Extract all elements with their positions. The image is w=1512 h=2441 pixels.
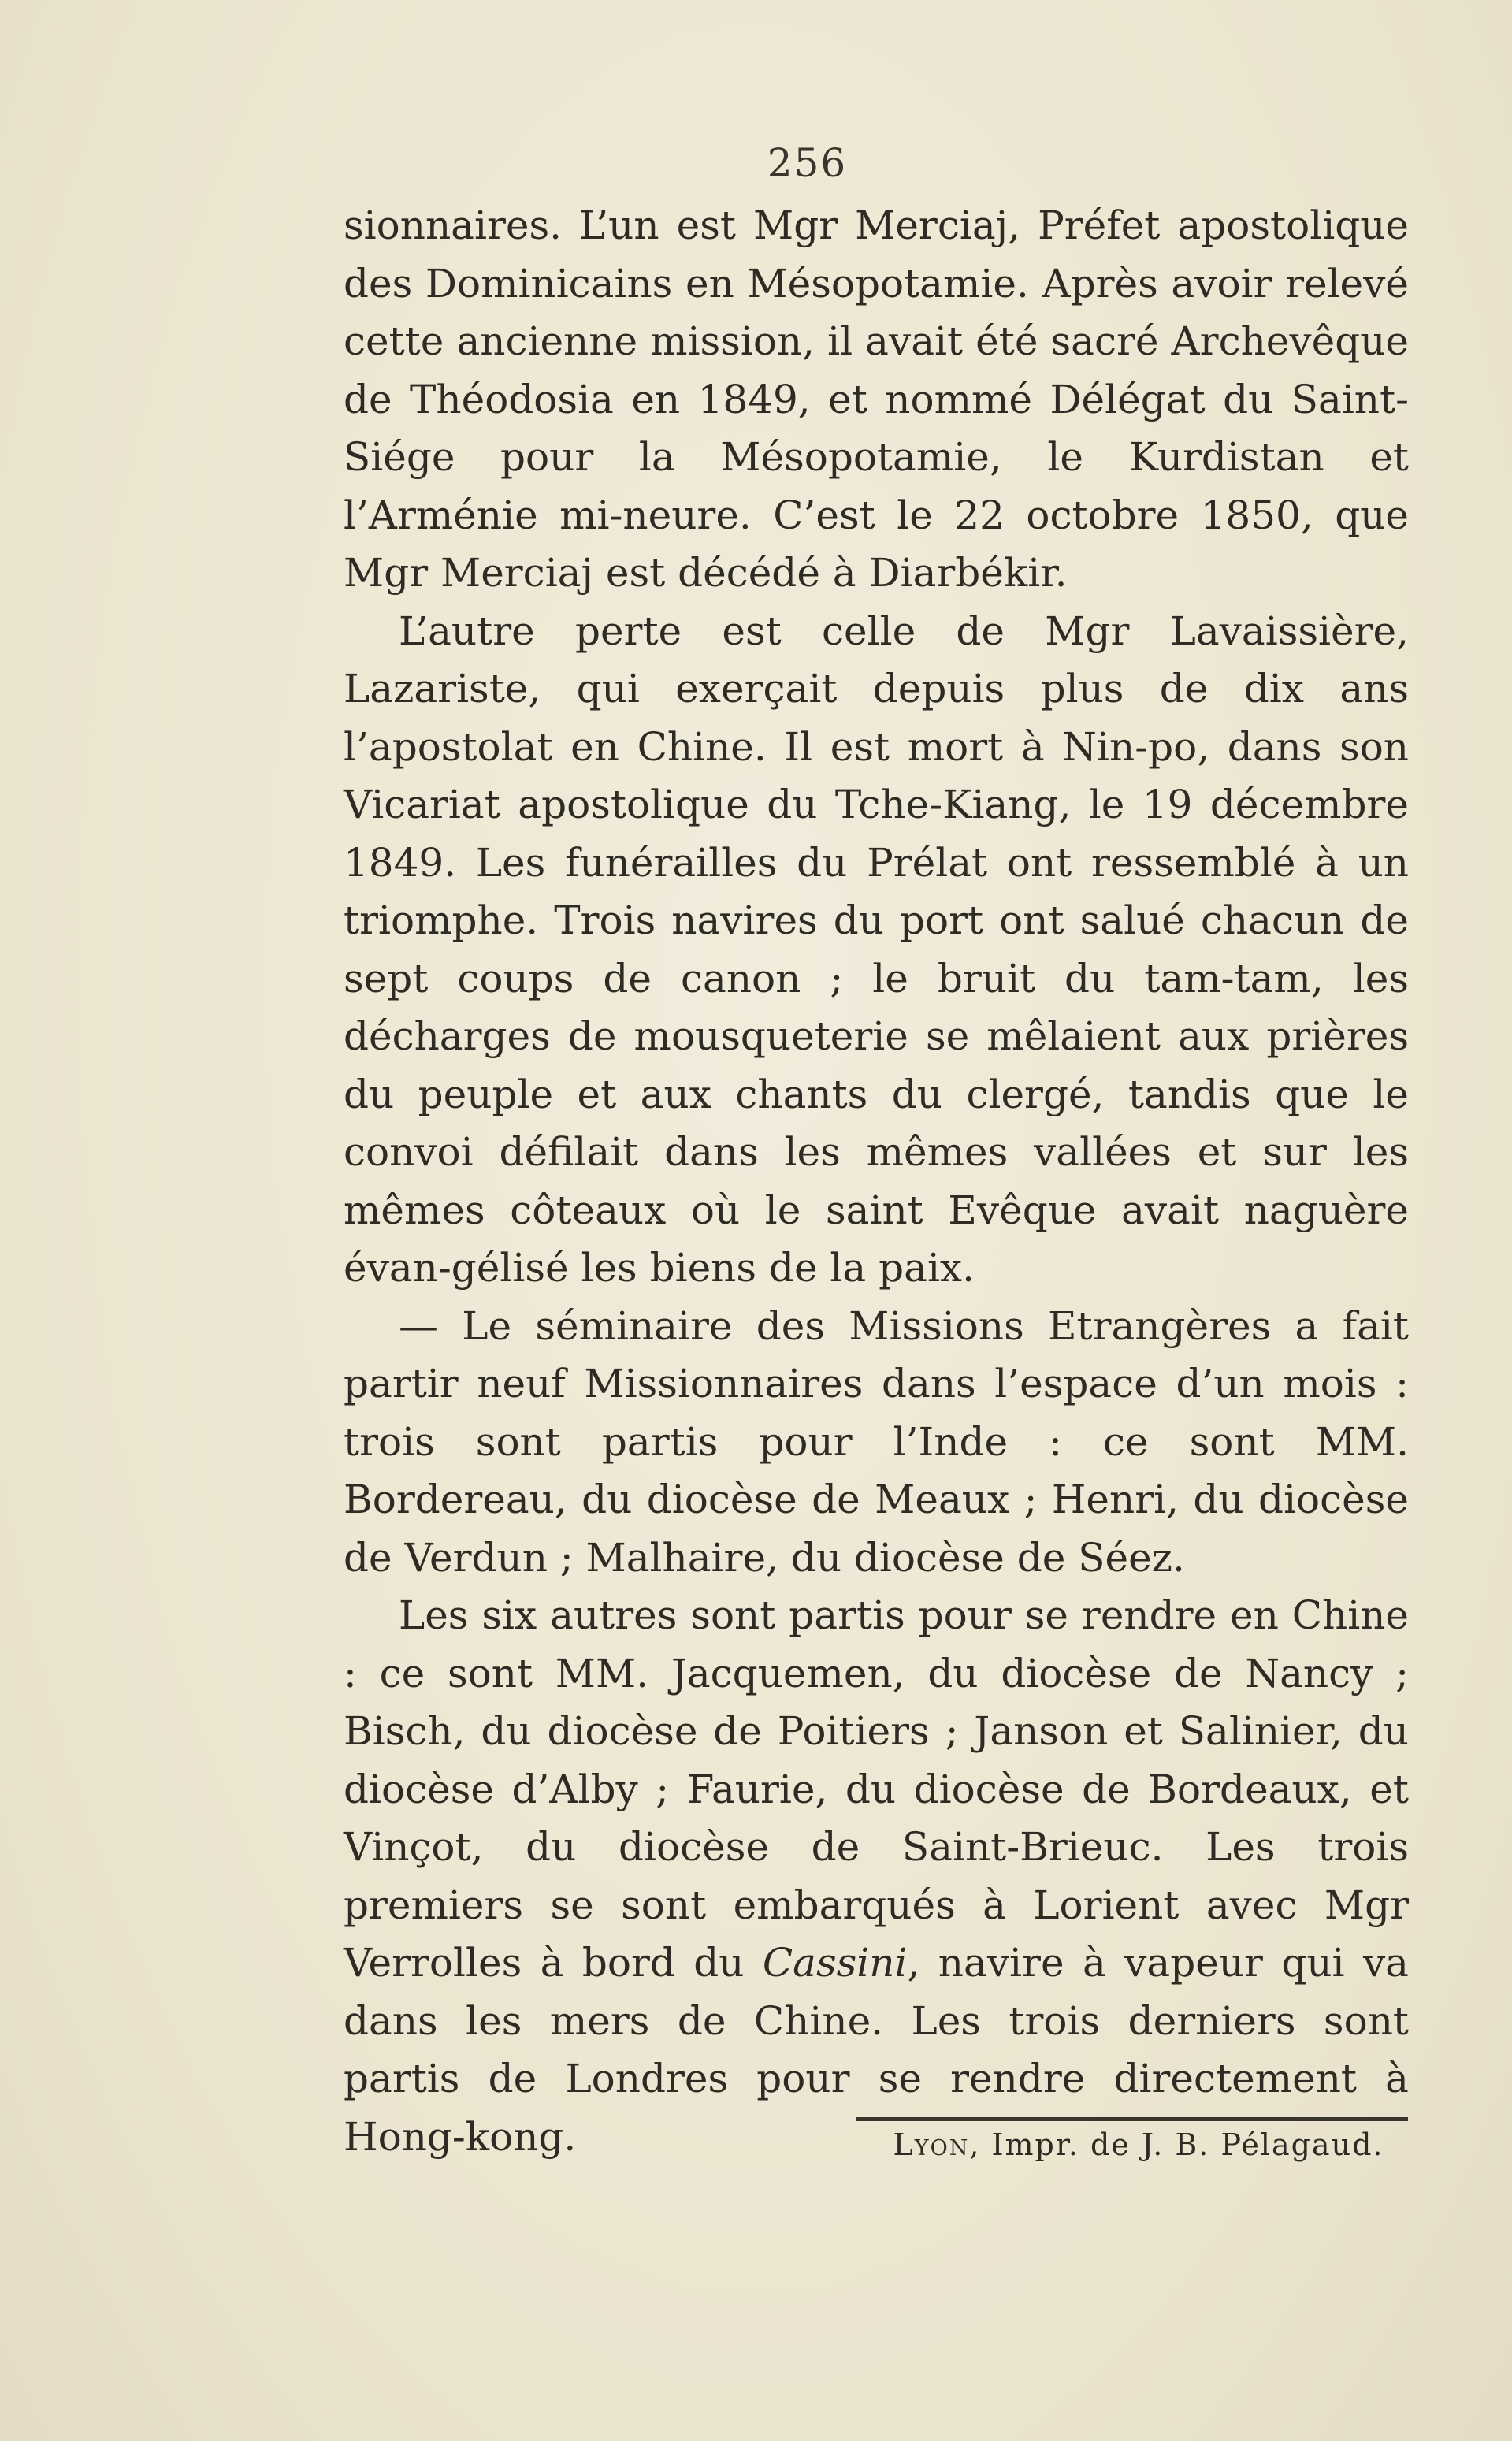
- paragraph-3: — Le séminaire des Missions Etrangères a fait partir neuf Missionnaires dans l’espace d’un mois : trois sont partis pour l’Inde : ce sont MM. Bordereau, du diocèse de Meaux ; Henri, du diocèse de Verdun ; Malhaire, du diocèse de Séez.: [344, 1302, 1409, 1581]
- page-number: 256: [767, 140, 848, 186]
- paragraph-2: L’autre perte est celle de Mgr Lavaissière, Lazariste, qui exerçait depuis plus de dix ans l’apostolat en Chine. Il est mort à Nin-po, dans son Vicariat apostolique du Tche-Kiang, le 19 décembre 1849. Les funérailles du Prélat ont ressemblé à un triomphe. Trois navires du port ont salué chacun de sept coups de canon ; le bruit du tam-tam, les décharges de mousqueterie se mêlaient aux prières du peuple et aux chants du clergé, tandis que le convoi défilait dans les mêmes vallées et sur les mêmes côteaux où le saint Evêque avait naguère évan-gélisé les biens de la paix.: [344, 607, 1409, 1291]
- imprint-rest: , Impr. de J. B. Pélagaud.: [969, 2127, 1384, 2162]
- paragraph-4-part-2: , navire à vapeur qui va dans les mers de Chine. Les trois derniers sont partis de Londres pour se rendre directement à Hong-kong.: [344, 1940, 1409, 2160]
- paragraph-4-part-1: Les six autres sont partis pour se rendre en Chine : ce sont MM. Jacquemen, du diocèse de Nancy ; Bisch, du diocèse de Poitiers ; Janson et Salinier, du diocèse d’Alby ; Faurie, du diocèse de Bordeaux, et Vinçot, du diocèse de Saint-Brieuc. Les trois premiers se sont embarqués à Lorient avec Mgr Verrolles à bord du: [344, 1592, 1409, 1986]
- paragraph-4: [344, 1587, 1409, 2166]
- ship-name: Cassini: [762, 1940, 908, 1986]
- printer-imprint: [867, 2127, 1410, 2162]
- imprint-city: Lyon: [893, 2127, 970, 2162]
- body-text: [344, 197, 1409, 2166]
- paragraph-1: sionnaires. L’un est Mgr Merciaj, Préfet apostolique des Dominicains en Mésopotamie. Après avoir relevé cette ancienne mission, il avait été sacré Archevêque de Théodosia en 1849, et nommé Délégat du Saint-Siége pour la Mésopotamie, le Kurdistan et l’Arménie mi-neure. C’est le 22 octobre 1850, que Mgr Merciaj est décédé à Diarbékir.: [344, 202, 1409, 596]
- footer-rule: [856, 2117, 1408, 2121]
